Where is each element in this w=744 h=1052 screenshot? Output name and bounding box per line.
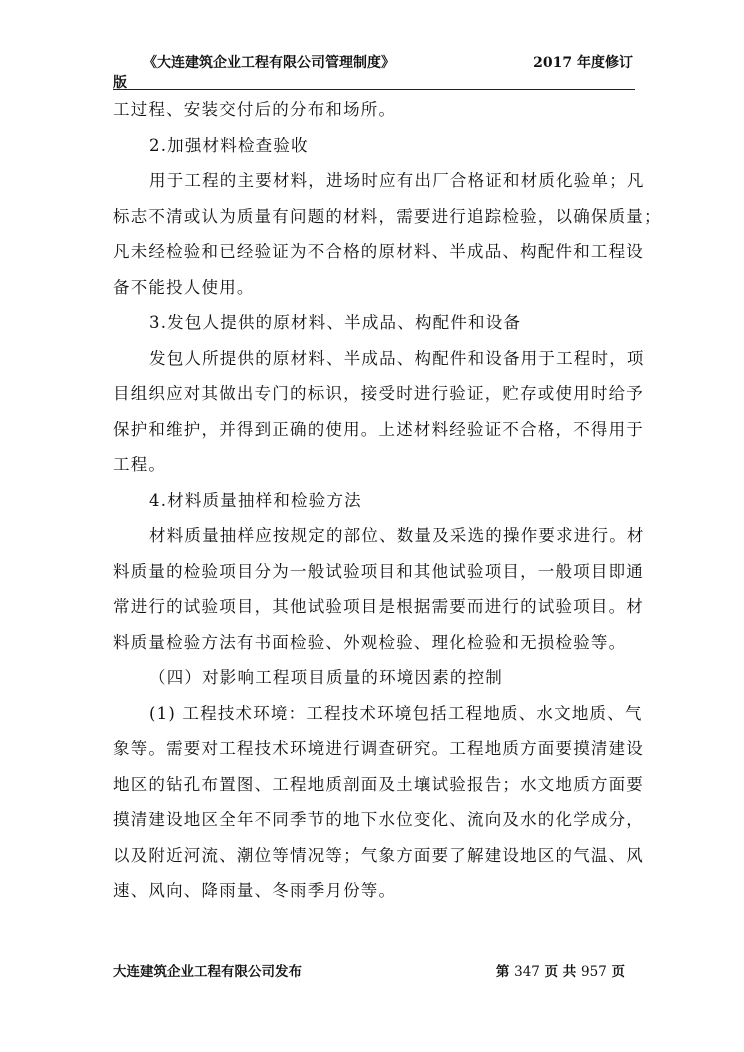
section-heading: 3.发包人提供的原材料、半成品、构配件和设备 [149, 313, 522, 332]
revision-wrap: 版 [113, 75, 127, 91]
section-heading: 2.加强材料检查验收 [149, 135, 309, 155]
paragraph-line: 保护和维护，并得到正确的使用。上述材料经验证不合格，不得用于 [113, 419, 644, 439]
paragraph-line: 常进行的试验项目，其他试验项目是根据需要而进行的试验项目。材 [113, 597, 644, 616]
paragraph-line: 工过程、安装交付后的分布和场所。 [113, 100, 397, 119]
revision-year: 2017 年度修订 [533, 55, 633, 71]
paragraph-line: 象等。需要对工程技术环境进行调查研究。工程地质方面要摸清建设 [113, 739, 644, 758]
paragraph-line: 料质量的检验项目分为一般试验项目和其他试验项目，一般项目即通 [113, 561, 644, 581]
section-heading: 4.材料质量抽样和检验方法 [149, 490, 362, 510]
paragraph-line: 发包人所提供的原材料、半成品、构配件和设备用于工程时，项 [149, 348, 645, 368]
publisher-label: 大连建筑企业工程有限公司发布 [113, 964, 302, 980]
page-suffix: 页 [611, 964, 625, 980]
paragraph-line: 备不能投人使用。 [113, 277, 255, 297]
page-header [113, 48, 635, 92]
page-mid: 页 共 [544, 964, 577, 980]
page-total: 957 [581, 964, 607, 980]
page-prefix: 第 [495, 964, 510, 980]
paragraph-line: 料质量检验方法有书面检验、外观检验、理化检验和无损检验等。 [113, 632, 627, 652]
page-counter [496, 960, 625, 980]
paragraph-line: 地区的钻孔布置图、工程地质剖面及土壤试验报告；水文地质方面要 [113, 774, 644, 794]
page-current: 347 [514, 964, 540, 980]
document-title: 《大连建筑企业工程有限公司管理制度》 [143, 55, 395, 71]
paragraph-line: 以及附近河流、潮位等情况等；气象方面要了解建设地区的气温、风 [113, 845, 644, 865]
paragraph-line: 用于工程的主要材料，进场时应有出厂合格证和材质化验单；凡 [149, 171, 645, 190]
paragraph-line: 速、风向、降雨量、冬雨季月份等。 [113, 881, 397, 900]
header-divider [113, 89, 635, 90]
document-body [113, 92, 662, 909]
paragraph-line: 摸清建设地区全年不同季节的地下水位变化、流向及水的化学成分， [113, 810, 644, 829]
paragraph-line: 目组织应对其做出专门的标识，接受时进行验证，贮存或使用时给予 [113, 384, 644, 403]
section-heading: （四）对影响工程项目质量的环境因素的控制 [149, 668, 503, 687]
paragraph-line: 标志不清或认为质量有问题的材料，需要进行追踪检验，以确保质量； [113, 206, 662, 226]
paragraph-line: (1) 工程技术环境：工程技术环境包括工程地质、水文地质、气 [149, 703, 643, 723]
paragraph-line: 工程。 [113, 455, 167, 474]
paragraph-line: 凡未经检验和已经验证为不合格的原材料、半成品、构配件和工程设 [113, 242, 644, 261]
paragraph-line: 材料质量抽样应按规定的部位、数量及采选的操作要求进行。材 [149, 526, 645, 545]
